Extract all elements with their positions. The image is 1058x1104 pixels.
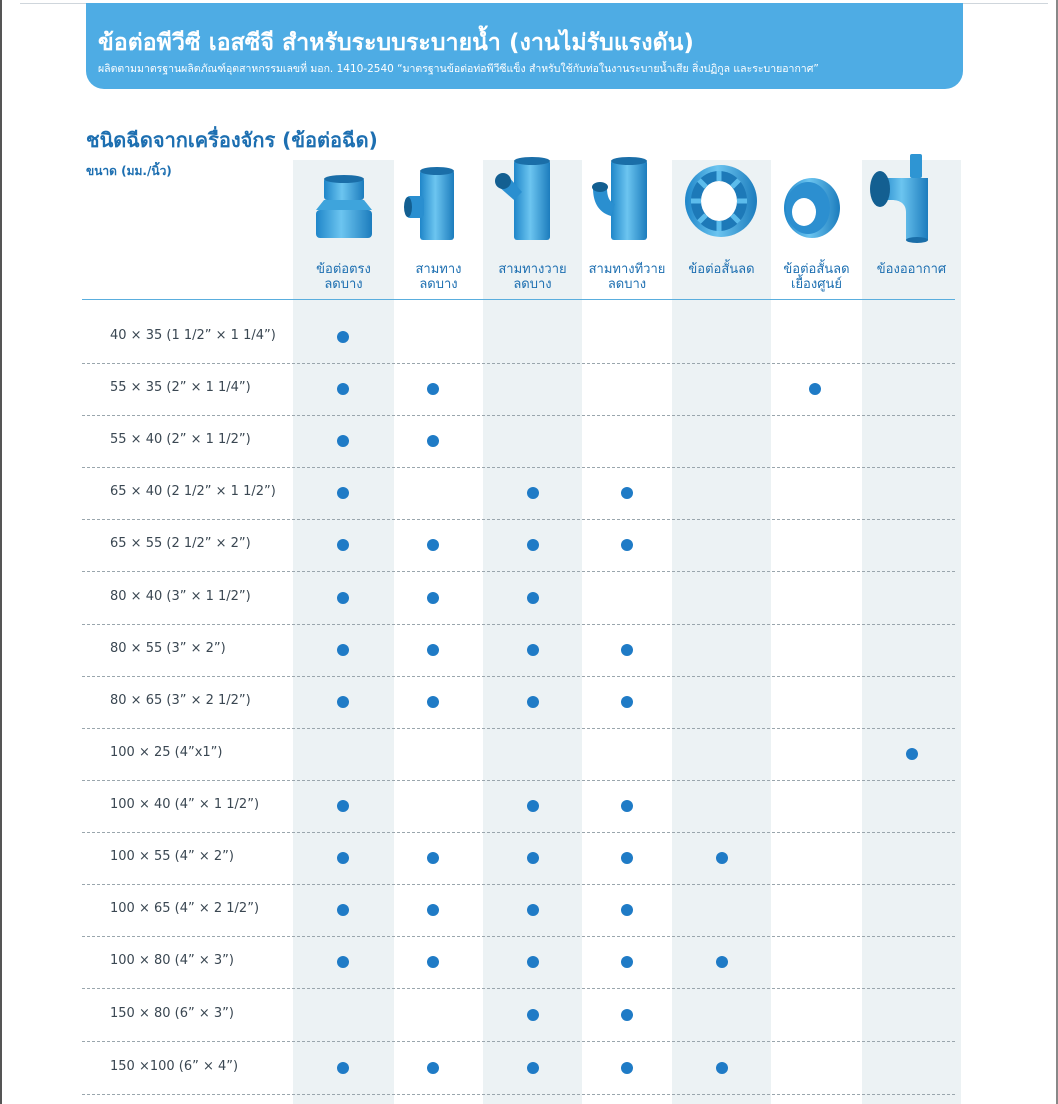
availability-dot (337, 852, 349, 864)
window-left-border (0, 0, 2, 1104)
column-header-line1: ข้อต่อสั้นลด (688, 262, 755, 277)
row-divider (82, 624, 955, 625)
header-banner (86, 3, 963, 89)
short-reducer-icon (680, 160, 762, 242)
banner-subtitle: ผลิตตามมาตรฐานผลิตภัณฑ์อุตสาหกรรมเลขที่ มอก. 1410-2540 “มาตรฐานข้อต่อท่อพีวีซีแข็ง สำหรับใช้กับท่อในงานระบายน้ำเสีย สิ่งปฏิกูล และระบายอากาศ” (98, 63, 819, 75)
availability-dot (337, 644, 349, 656)
availability-dot (527, 539, 539, 551)
availability-dot (527, 592, 539, 604)
availability-dot (527, 852, 539, 864)
availability-dot (337, 539, 349, 551)
availability-dot (716, 1062, 728, 1074)
availability-dot (621, 1009, 633, 1021)
availability-dot (621, 644, 633, 656)
row-divider (82, 1041, 955, 1042)
row-divider (82, 884, 955, 885)
row-divider (82, 676, 955, 677)
availability-dot (427, 904, 439, 916)
row-size-label: 100 × 25 (4”x1”) (110, 745, 223, 760)
availability-dot (527, 904, 539, 916)
row-divider (82, 1094, 955, 1095)
row-divider (82, 415, 955, 416)
row-size-label: 100 × 80 (4” × 3”) (110, 953, 234, 968)
row-divider (82, 571, 955, 572)
row-size-label: 80 × 55 (3” × 2”) (110, 641, 226, 656)
row-size-label: 150 ×100 (6” × 4”) (110, 1059, 239, 1074)
column-header-1 (293, 262, 394, 292)
column-header-line2: ลดบาง (419, 277, 458, 292)
availability-dot (337, 696, 349, 708)
availability-dot (337, 904, 349, 916)
row-divider (82, 936, 955, 937)
row-size-label: 100 × 40 (4” × 1 1/2”) (110, 797, 260, 812)
column-header-line1: ข้อต่อสั้นลด (783, 262, 850, 277)
column-header-line2: เยื้องศูนย์ (791, 277, 842, 292)
straight-reducer-icon (312, 174, 376, 244)
availability-dot (337, 1062, 349, 1074)
row-divider (82, 467, 955, 468)
availability-dot (621, 487, 633, 499)
column-header-line1: ข้อต่อตรง (316, 262, 371, 277)
availability-dot (337, 592, 349, 604)
availability-dot (427, 592, 439, 604)
row-size-label: 65 × 55 (2 1/2” × 2”) (110, 536, 251, 551)
availability-dot (621, 800, 633, 812)
section-title: ชนิดฉีดจากเครื่องจักร (ข้อต่อฉีด) (86, 128, 378, 152)
column-header-6 (771, 262, 862, 292)
column-header-line1: สามทาง (415, 262, 462, 277)
row-divider (82, 780, 955, 781)
availability-dot (527, 644, 539, 656)
column-header-line1: สามทางทีวาย (588, 262, 666, 277)
row-divider (82, 728, 955, 729)
column-header-7 (862, 262, 961, 277)
column-header-line1: สามทางวาย (498, 262, 567, 277)
availability-dot (427, 696, 439, 708)
column-header-line2: ลดบาง (607, 277, 647, 292)
availability-dot (527, 1062, 539, 1074)
availability-dot (337, 331, 349, 343)
availability-dot (337, 487, 349, 499)
availability-dot (716, 956, 728, 968)
availability-dot (337, 383, 349, 395)
row-size-label: 80 × 65 (3” × 2 1/2”) (110, 693, 251, 708)
availability-dot (427, 435, 439, 447)
availability-dot (716, 852, 728, 864)
row-size-label: 55 × 35 (2” × 1 1/4”) (110, 380, 251, 395)
availability-dot (621, 696, 633, 708)
row-size-label: 80 × 40 (3” × 1 1/2”) (110, 589, 251, 604)
availability-dot (527, 487, 539, 499)
availability-dot (621, 1062, 633, 1074)
availability-dot (621, 956, 633, 968)
eccentric-short-reducer-icon (778, 174, 842, 240)
availability-dot (337, 956, 349, 968)
availability-dot (337, 435, 349, 447)
reducing-tee-wye-icon (585, 156, 657, 244)
availability-dot (527, 956, 539, 968)
availability-dot (906, 748, 918, 760)
availability-dot (621, 539, 633, 551)
availability-dot (427, 852, 439, 864)
column-shade-7 (862, 160, 961, 1104)
availability-dot (621, 852, 633, 864)
row-size-label: 100 × 65 (4” × 2 1/2”) (110, 901, 260, 916)
availability-dot (427, 539, 439, 551)
column-header-4 (582, 262, 672, 292)
row-size-label: 55 × 40 (2” × 1 1/2”) (110, 432, 251, 447)
header-rule (82, 299, 955, 300)
row-divider (82, 988, 955, 989)
column-header-line1: ข้องออากาศ (876, 262, 947, 277)
row-size-label: 65 × 40 (2 1/2” × 1 1/2”) (110, 484, 276, 499)
row-divider (82, 519, 955, 520)
availability-dot (809, 383, 821, 395)
column-header-5 (672, 262, 771, 277)
row-divider (82, 363, 955, 364)
reducing-tee-icon (402, 166, 464, 244)
availability-dot (527, 800, 539, 812)
availability-dot (527, 1009, 539, 1021)
vent-elbow-icon (866, 152, 948, 244)
column-header-3 (483, 262, 582, 292)
availability-dot (427, 644, 439, 656)
row-size-label: 100 × 55 (4” × 2”) (110, 849, 234, 864)
availability-dot (621, 904, 633, 916)
size-column-label: ขนาด (มม./นิ้ว) (86, 164, 172, 178)
column-header-2 (394, 262, 483, 292)
availability-dot (527, 696, 539, 708)
availability-dot (427, 956, 439, 968)
availability-dot (427, 1062, 439, 1074)
banner-title: ข้อต่อพีวีซี เอสซีจี สำหรับระบบระบายน้ำ (งานไม่รับแรงดัน) (98, 30, 695, 56)
availability-dot (337, 800, 349, 812)
row-divider (82, 832, 955, 833)
row-size-label: 40 × 35 (1 1/2” × 1 1/4”) (110, 328, 276, 343)
reducing-wye-icon (492, 156, 564, 244)
row-size-label: 150 × 80 (6” × 3”) (110, 1006, 234, 1021)
column-header-line2: ลดบาง (324, 277, 363, 292)
availability-dot (427, 383, 439, 395)
column-header-line2: ลดบาง (513, 277, 552, 292)
